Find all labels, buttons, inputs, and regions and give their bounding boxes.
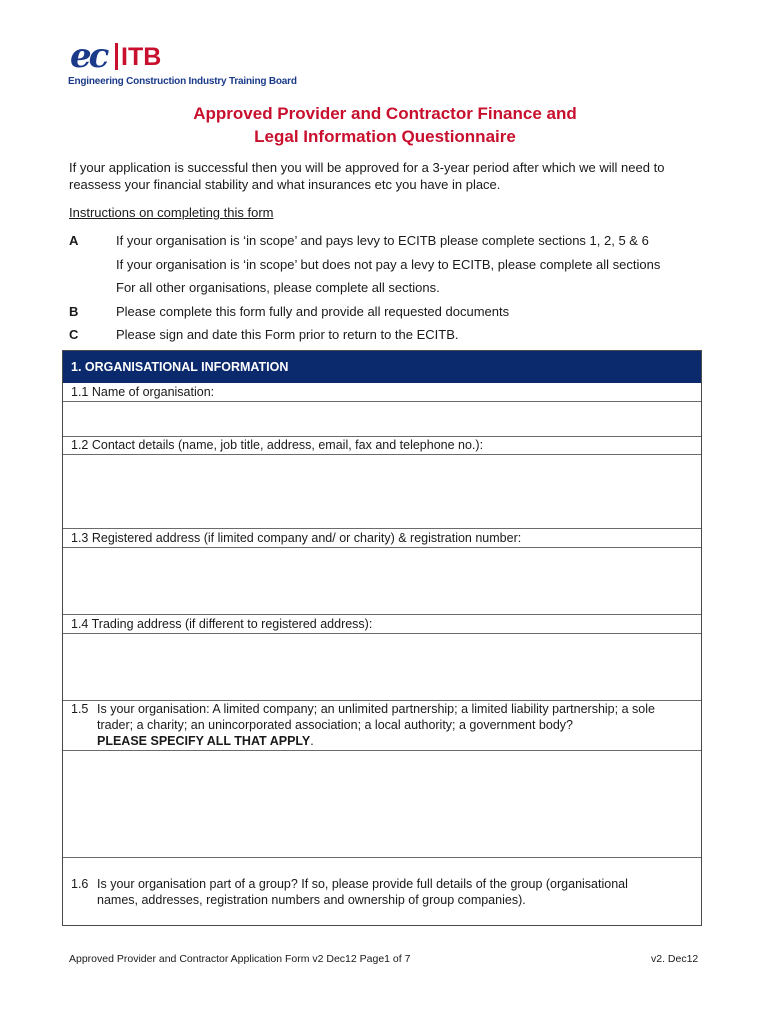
divider <box>63 857 701 858</box>
organisation-type-field[interactable] <box>63 751 701 857</box>
instruction-b-key: B <box>69 304 79 319</box>
logo-mark <box>68 36 162 76</box>
instruction-c-key: C <box>69 327 79 342</box>
instruction-a-text-3: For all other organisations, please complete all sections. <box>116 280 440 295</box>
organisational-information-table <box>62 350 702 926</box>
section-1-heading: 1. ORGANISATIONAL INFORMATION <box>63 351 701 383</box>
footer-version: v2. Dec12 <box>651 953 699 965</box>
contact-details-field[interactable] <box>63 455 701 528</box>
title-line-2: Legal Information Questionnaire <box>254 127 516 146</box>
registered-address-field[interactable] <box>63 548 701 614</box>
logo-itb-text: ITB <box>121 43 162 71</box>
question-1-5-line-2: trader; a charity; an unincorporated association; a local authority; a government body? <box>97 718 573 732</box>
title-line-1: Approved Provider and Contractor Finance and <box>193 104 577 123</box>
question-1-5-line-1: Is your organisation: A limited company; an unlimited partnership; a limited liability partnership; a sole <box>97 702 655 716</box>
trading-address-field[interactable] <box>63 634 701 700</box>
logo-divider <box>115 43 118 70</box>
organisation-name-field[interactable] <box>63 402 701 436</box>
question-1-5-period: . <box>310 734 314 748</box>
instruction-a-text-2: If your organisation is ‘in scope’ but does not pay a levy to ECITB, please complete all sections <box>116 257 661 272</box>
question-1-3-label: 1.3 Registered address (if limited company and/ or charity) & registration number: <box>71 531 522 545</box>
document-title <box>0 102 770 148</box>
instruction-b-text: Please complete this form fully and provide all requested documents <box>116 304 510 319</box>
question-1-5-number: 1.5 <box>71 702 89 716</box>
instruction-c-text: Please sign and date this Form prior to return to the ECITB. <box>116 327 459 342</box>
divider <box>63 528 701 529</box>
question-1-4-label: 1.4 Trading address (if different to registered address): <box>71 617 373 631</box>
instructions-heading: Instructions on completing this form <box>69 205 274 220</box>
question-1-6-line-2: names, addresses, registration numbers and ownership of group companies). <box>97 893 526 907</box>
logo-ec-text: ec <box>70 36 107 76</box>
instruction-a-text-1: If your organisation is ‘in scope’ and pays levy to ECITB please complete sections 1, 2, 5 & 6 <box>116 233 649 248</box>
question-1-6-line-1: Is your organisation part of a group? If so, please provide full details of the group (organisational <box>97 877 628 891</box>
question-1-1-label: 1.1 Name of organisation: <box>71 385 215 399</box>
question-1-2-label: 1.2 Contact details (name, job title, address, email, fax and telephone no.): <box>71 438 484 452</box>
question-1-5-emphasis: PLEASE SPECIFY ALL THAT APPLY <box>97 734 311 748</box>
divider <box>63 614 701 615</box>
intro-paragraph: If your application is successful then you will be approved for a 3-year period after which we will need to reassess your financial stability and what insurances etc you have in place. <box>69 160 665 192</box>
footer-document-info: Approved Provider and Contractor Application Form v2 Dec12 Page1 of 7 <box>69 953 411 965</box>
logo-subtitle: Engineering Construction Industry Training Board <box>68 76 297 87</box>
question-1-6-number: 1.6 <box>71 877 89 891</box>
question-1-5-line-3 <box>97 733 314 750</box>
instruction-a-key: A <box>69 233 79 248</box>
